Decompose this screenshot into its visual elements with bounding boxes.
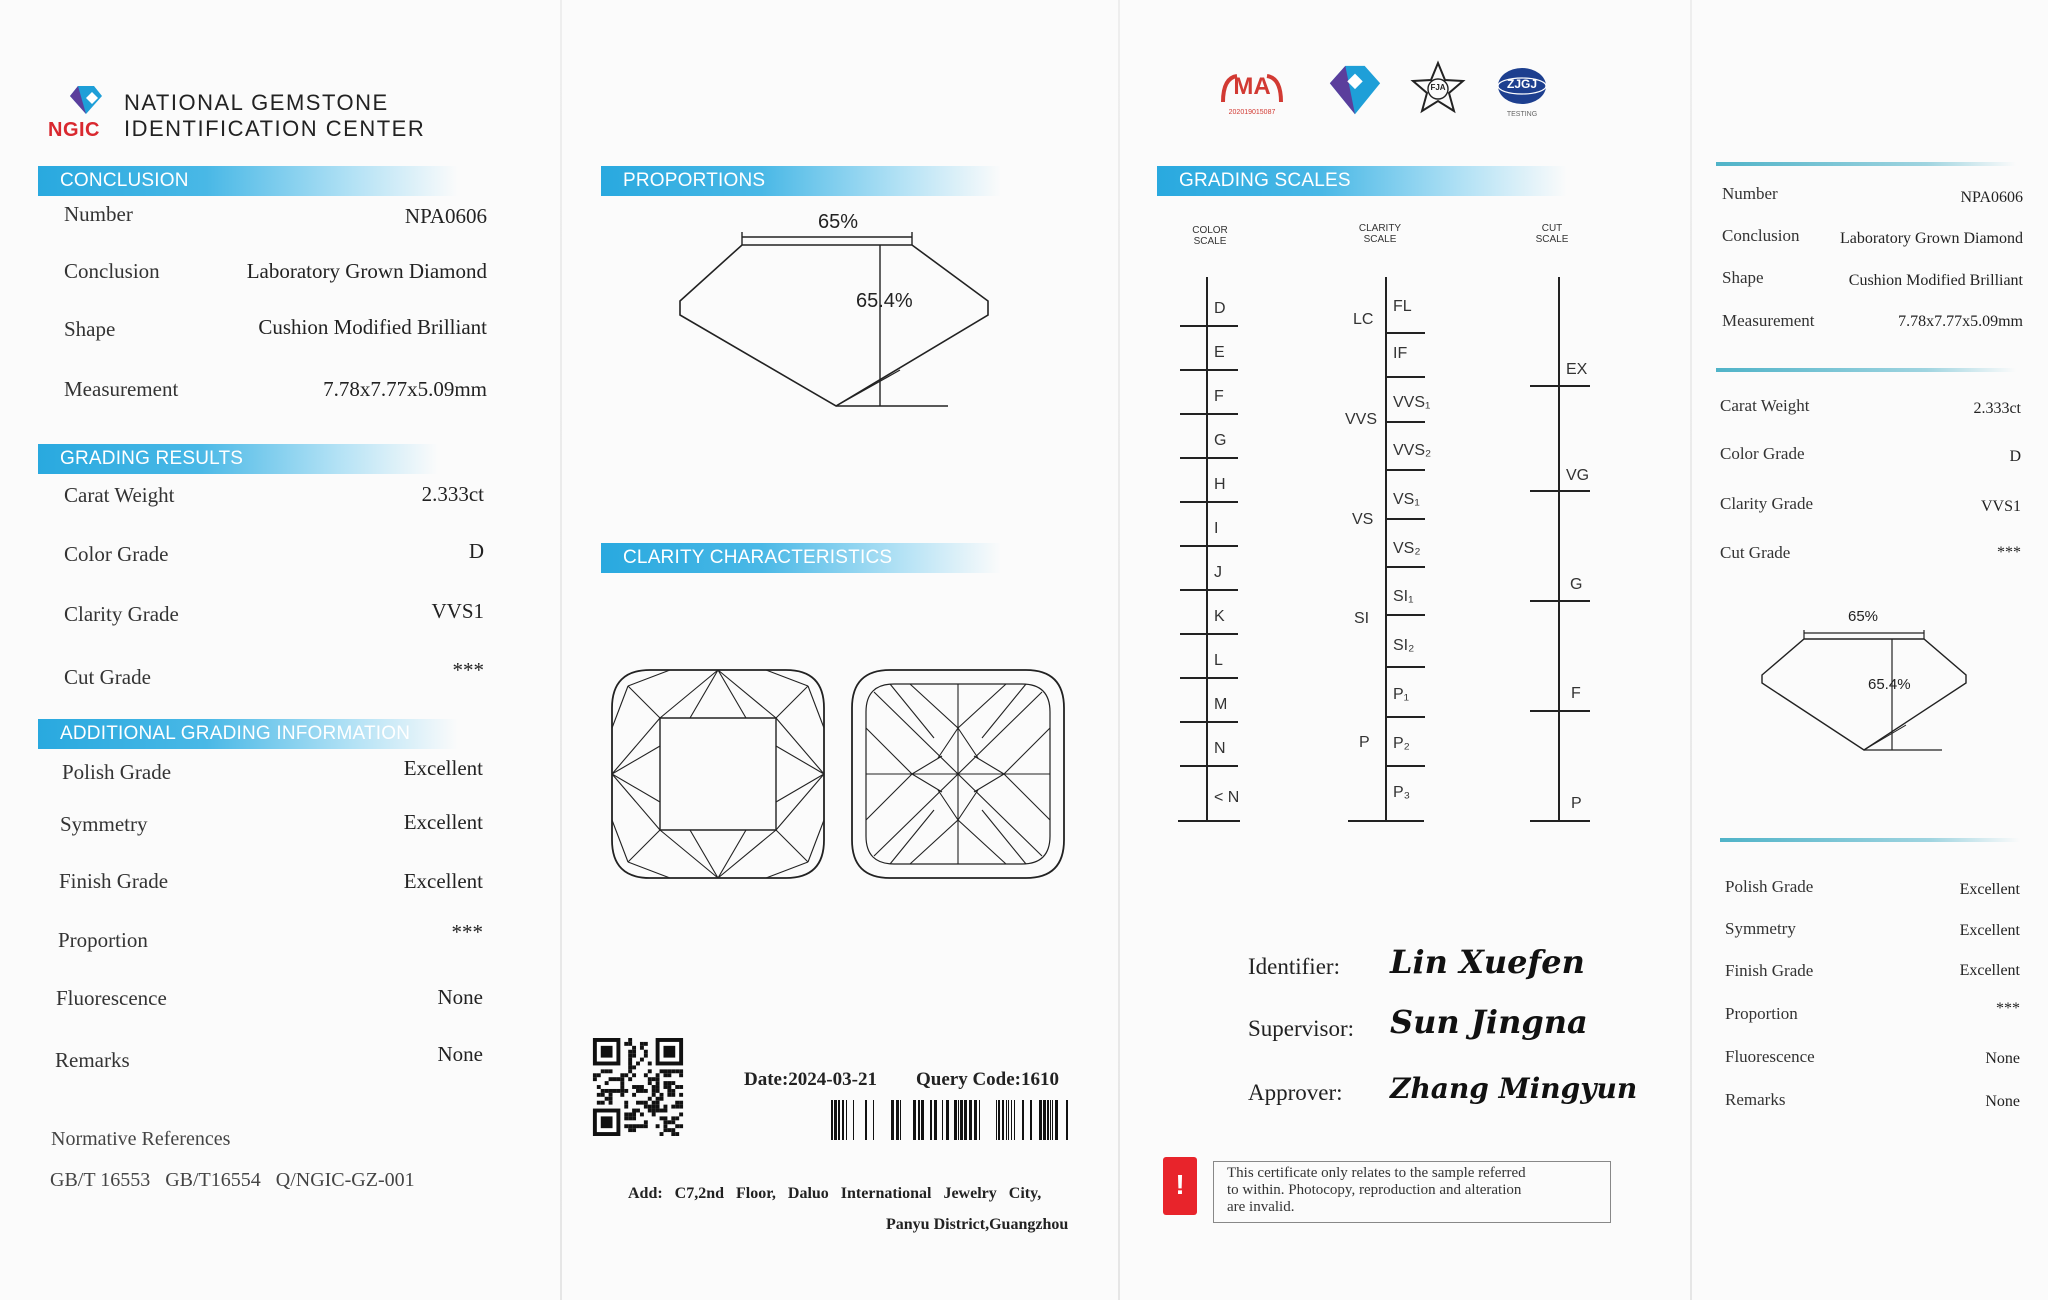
summary-rule: [1720, 838, 2020, 842]
clarity-group-vs: VS: [1352, 511, 1374, 528]
validity-notice: [1163, 1157, 1613, 1225]
summary-carat-value: 2.333ct: [1973, 400, 2021, 417]
color-scale-title-line1: COLOR: [1192, 225, 1228, 236]
clarity-grade-si2: SI₂: [1393, 637, 1415, 654]
proportion-label: Proportion: [58, 928, 148, 952]
color-grade-j: J: [1214, 564, 1222, 581]
fold-line: [560, 0, 562, 1300]
notice-line1: This certificate only relates to the sample referred: [1227, 1165, 1526, 1181]
summary-proportion-value: ***: [1996, 1000, 2020, 1017]
color-grade-f: F: [1214, 388, 1224, 405]
summary-proportions-diagram: [1756, 625, 1970, 755]
summary-conclusion-label: Conclusion: [1722, 226, 1800, 245]
pavilion-view-diagram: [850, 668, 1066, 880]
clarity-tick: [1385, 765, 1425, 767]
warning-glyph: !: [1175, 1169, 1185, 1200]
clarity-tick: [1385, 566, 1425, 568]
summary-number-label: Number: [1722, 184, 1778, 203]
depth-percent: 65.4%: [856, 290, 913, 312]
crown-view-diagram: [610, 668, 826, 880]
cma-badge: [1217, 70, 1287, 120]
cut-grade-f: F: [1571, 685, 1581, 702]
logo-text: NGIC: [48, 119, 100, 141]
remarks-label: Remarks: [55, 1048, 130, 1072]
color-grade-label: Color Grade: [64, 542, 169, 566]
proportions-diagram: [670, 225, 1000, 415]
summary-color-label: Color Grade: [1720, 444, 1805, 463]
color-grade-e: E: [1214, 344, 1225, 361]
grading-scales-header: GRADING SCALES: [1157, 166, 1567, 196]
color-tick: [1180, 589, 1238, 591]
remarks-value: None: [437, 1042, 483, 1066]
fold-line: [1690, 0, 1692, 1300]
clarity-scale-title-line1: CLARITY: [1358, 223, 1402, 234]
summary-symmetry-label: Symmetry: [1725, 919, 1796, 938]
clarity-grade-fl: FL: [1393, 298, 1412, 315]
approver-signature: Zhang Mingyun: [1390, 1072, 1638, 1105]
conclusion-label: Conclusion: [64, 259, 160, 283]
color-tick: [1180, 325, 1238, 327]
summary-color-value: D: [2009, 448, 2021, 465]
clarity-grade-vs2: VS₂: [1393, 540, 1421, 557]
symmetry-value: Excellent: [403, 810, 483, 834]
number-value: NPA0606: [404, 204, 487, 228]
clarity-group-p: P: [1359, 734, 1370, 751]
notice-text: [1227, 1165, 1526, 1216]
cut-scale-base: [1530, 820, 1590, 822]
cut-grade-ex: EX: [1566, 361, 1588, 378]
finish-grade-value: Excellent: [403, 869, 483, 893]
summary-shape-value: Cushion Modified Brilliant: [1848, 272, 2023, 289]
cut-grade-vg: VG: [1566, 467, 1590, 484]
address-line1: Add: C7,2nd Floor, Daluo International Jewelry City,: [628, 1185, 1042, 1202]
color-grade-m: M: [1214, 696, 1228, 713]
org-name-line2: IDENTIFICATION CENTER: [124, 116, 426, 141]
clarity-tick: [1385, 469, 1425, 471]
cut-scale-axis: [1558, 277, 1560, 822]
identifier-label: Identifier:: [1248, 954, 1340, 979]
color-grade-i: I: [1214, 520, 1219, 537]
symmetry-label: Symmetry: [60, 812, 148, 836]
clarity-group-si: SI: [1354, 610, 1370, 627]
clarity-grade-si1: SI₁: [1393, 588, 1414, 605]
fluorescence-label: Fluorescence: [56, 986, 167, 1010]
clarity-grade-vvs2: VVS₂: [1393, 442, 1432, 459]
color-grade-value: D: [468, 539, 484, 563]
summary-shape-label: Shape: [1722, 268, 1764, 287]
cut-tick: [1530, 600, 1590, 602]
shape-value: Cushion Modified Brilliant: [258, 315, 487, 339]
warning-icon: [1163, 1157, 1197, 1215]
fja-text: FJA: [1430, 83, 1446, 92]
carat-weight-label: Carat Weight: [64, 483, 175, 507]
cma-number: 202019015087: [1228, 109, 1276, 116]
summary-remarks-label: Remarks: [1725, 1090, 1786, 1109]
barcode: [826, 1100, 1071, 1140]
conclusion-header: CONCLUSION: [38, 166, 458, 196]
clarity-tick: [1385, 376, 1425, 378]
fja-badge: [1410, 60, 1466, 116]
qr-code[interactable]: [592, 1038, 684, 1136]
summary-cut-value: ***: [1997, 544, 2021, 561]
color-tick: [1180, 501, 1238, 503]
clarity-grade-label: Clarity Grade: [64, 602, 179, 626]
color-grade-n: N: [1214, 740, 1226, 757]
color-tick: [1180, 545, 1238, 547]
summary-finish-label: Finish Grade: [1725, 961, 1814, 980]
clarity-grade-p1: P₁: [1393, 686, 1410, 703]
summary-depth-percent: 65.4%: [1868, 676, 1911, 693]
fluorescence-value: None: [437, 985, 483, 1009]
summary-fluorescence-label: Fluorescence: [1725, 1047, 1815, 1066]
supervisor-signature: Sun Jingna: [1390, 1003, 1588, 1041]
color-tick: [1180, 457, 1238, 459]
summary-proportion-label: Proportion: [1725, 1004, 1798, 1023]
color-tick: [1180, 413, 1238, 415]
grading-results-header: GRADING RESULTS: [38, 444, 438, 474]
normative-title: Normative References: [51, 1128, 231, 1150]
summary-fluorescence-value: None: [1985, 1050, 2020, 1067]
zjgj-sub: TESTING: [1506, 111, 1538, 118]
cut-grade-g: G: [1570, 576, 1583, 593]
table-percent: 65%: [818, 211, 859, 233]
normative-refs: GB/T 16553 GB/T16554 Q/NGIC-GZ-001: [50, 1169, 415, 1191]
clarity-tick: [1385, 716, 1425, 718]
summary-clarity-label: Clarity Grade: [1720, 494, 1813, 513]
finish-grade-label: Finish Grade: [59, 869, 169, 893]
number-label: Number: [64, 202, 133, 226]
clarity-tick: [1385, 518, 1425, 520]
clarity-grade-value: VVS1: [431, 599, 484, 623]
clarity-scale-base: [1348, 820, 1424, 822]
color-grade-l: L: [1214, 652, 1223, 669]
org-name-line1: NATIONAL GEMSTONE: [124, 90, 389, 115]
cut-tick: [1530, 385, 1590, 387]
summary-conclusion-value: Laboratory Grown Diamond: [1839, 230, 2023, 247]
clarity-tick: [1385, 614, 1425, 616]
summary-measurement-value: 7.78x7.77x5.09mm: [1898, 313, 2023, 330]
summary-remarks-value: None: [1985, 1093, 2020, 1110]
cut-tick: [1530, 710, 1590, 712]
color-grade-k: K: [1214, 608, 1225, 625]
summary-clarity-value: VVS1: [1980, 498, 2021, 515]
cut-grade-p: P: [1571, 795, 1582, 812]
measurement-value: 7.78x7.77x5.09mm: [323, 377, 487, 401]
color-scale-axis: [1206, 277, 1208, 822]
cut-grade-label: Cut Grade: [64, 665, 151, 689]
clarity-group-vvs: VVS: [1345, 411, 1378, 428]
issue-date: Date:2024-03-21: [744, 1069, 877, 1090]
carat-weight-value: 2.333ct: [421, 482, 484, 506]
summary-cut-label: Cut Grade: [1720, 543, 1791, 562]
color-scale-title-line2: SCALE: [1193, 236, 1227, 247]
clarity-grade-p2: P₂: [1393, 735, 1410, 752]
summary-number-value: NPA0606: [1960, 189, 2023, 206]
proportions-header: PROPORTIONS: [601, 166, 1001, 196]
color-tick: [1180, 765, 1238, 767]
clarity-grade-vvs1: VVS₁: [1393, 394, 1431, 411]
notice-line2: to within. Photocopy, reproduction and alteration: [1227, 1182, 1522, 1198]
color-scale-base: [1178, 820, 1240, 822]
color-tick: [1180, 721, 1238, 723]
zjgj-text: ZJGJ: [1506, 77, 1537, 91]
notice-line3: are invalid.: [1227, 1199, 1295, 1215]
color-tick: [1180, 633, 1238, 635]
color-tick: [1180, 369, 1238, 371]
cut-scale-title-line1: CUT: [1541, 223, 1563, 234]
cut-grade-value: ***: [452, 658, 484, 682]
summary-rule: [1716, 368, 2016, 372]
color-grade-g: G: [1214, 432, 1227, 449]
clarity-group-lc: LC: [1353, 311, 1374, 328]
proportion-value: ***: [451, 920, 483, 944]
cma-text: MA: [1233, 73, 1271, 100]
clarity-tick: [1385, 332, 1425, 334]
color-tick: [1180, 677, 1238, 679]
additional-info-header: ADDITIONAL GRADING INFORMATION: [38, 719, 458, 749]
clarity-tick: [1385, 666, 1425, 668]
summary-polish-value: Excellent: [1959, 881, 2020, 898]
measurement-label: Measurement: [64, 377, 179, 401]
ngic-diamond-badge-icon: [1322, 62, 1388, 120]
summary-carat-label: Carat Weight: [1720, 396, 1810, 415]
approver-label: Approver:: [1248, 1080, 1343, 1105]
conclusion-value: Laboratory Grown Diamond: [246, 259, 487, 283]
cut-scale-title-line2: SCALE: [1535, 234, 1569, 245]
color-grade-d: D: [1214, 300, 1226, 317]
query-code: Query Code:1610: [916, 1069, 1060, 1090]
summary-polish-label: Polish Grade: [1725, 877, 1814, 896]
zjgj-badge: [1494, 66, 1550, 122]
clarity-scale-axis: [1385, 277, 1387, 822]
color-grade-below-n: < N: [1214, 789, 1240, 806]
address-line2: Panyu District,Guangzhou: [886, 1216, 1069, 1233]
clarity-grade-if: IF: [1393, 345, 1408, 362]
clarity-characteristics-header: CLARITY CHARACTERISTICS: [601, 543, 1001, 573]
polish-grade-value: Excellent: [403, 756, 483, 780]
fold-line: [1118, 0, 1120, 1300]
color-grade-h: H: [1214, 476, 1226, 493]
clarity-tick: [1385, 421, 1425, 423]
summary-measurement-label: Measurement: [1722, 311, 1815, 330]
summary-finish-value: Excellent: [1959, 962, 2020, 979]
clarity-grade-p3: P₃: [1393, 784, 1411, 801]
supervisor-label: Supervisor:: [1248, 1016, 1355, 1041]
shape-label: Shape: [64, 317, 116, 341]
summary-table-percent: 65%: [1848, 608, 1879, 625]
identifier-signature: Lin Xuefen: [1390, 943, 1585, 981]
clarity-scale-title-line2: SCALE: [1363, 234, 1397, 245]
cut-tick: [1530, 490, 1590, 492]
polish-grade-label: Polish Grade: [62, 760, 172, 784]
clarity-grade-vs1: VS₁: [1393, 491, 1420, 508]
summary-rule: [1716, 162, 2016, 166]
summary-symmetry-value: Excellent: [1959, 922, 2020, 939]
